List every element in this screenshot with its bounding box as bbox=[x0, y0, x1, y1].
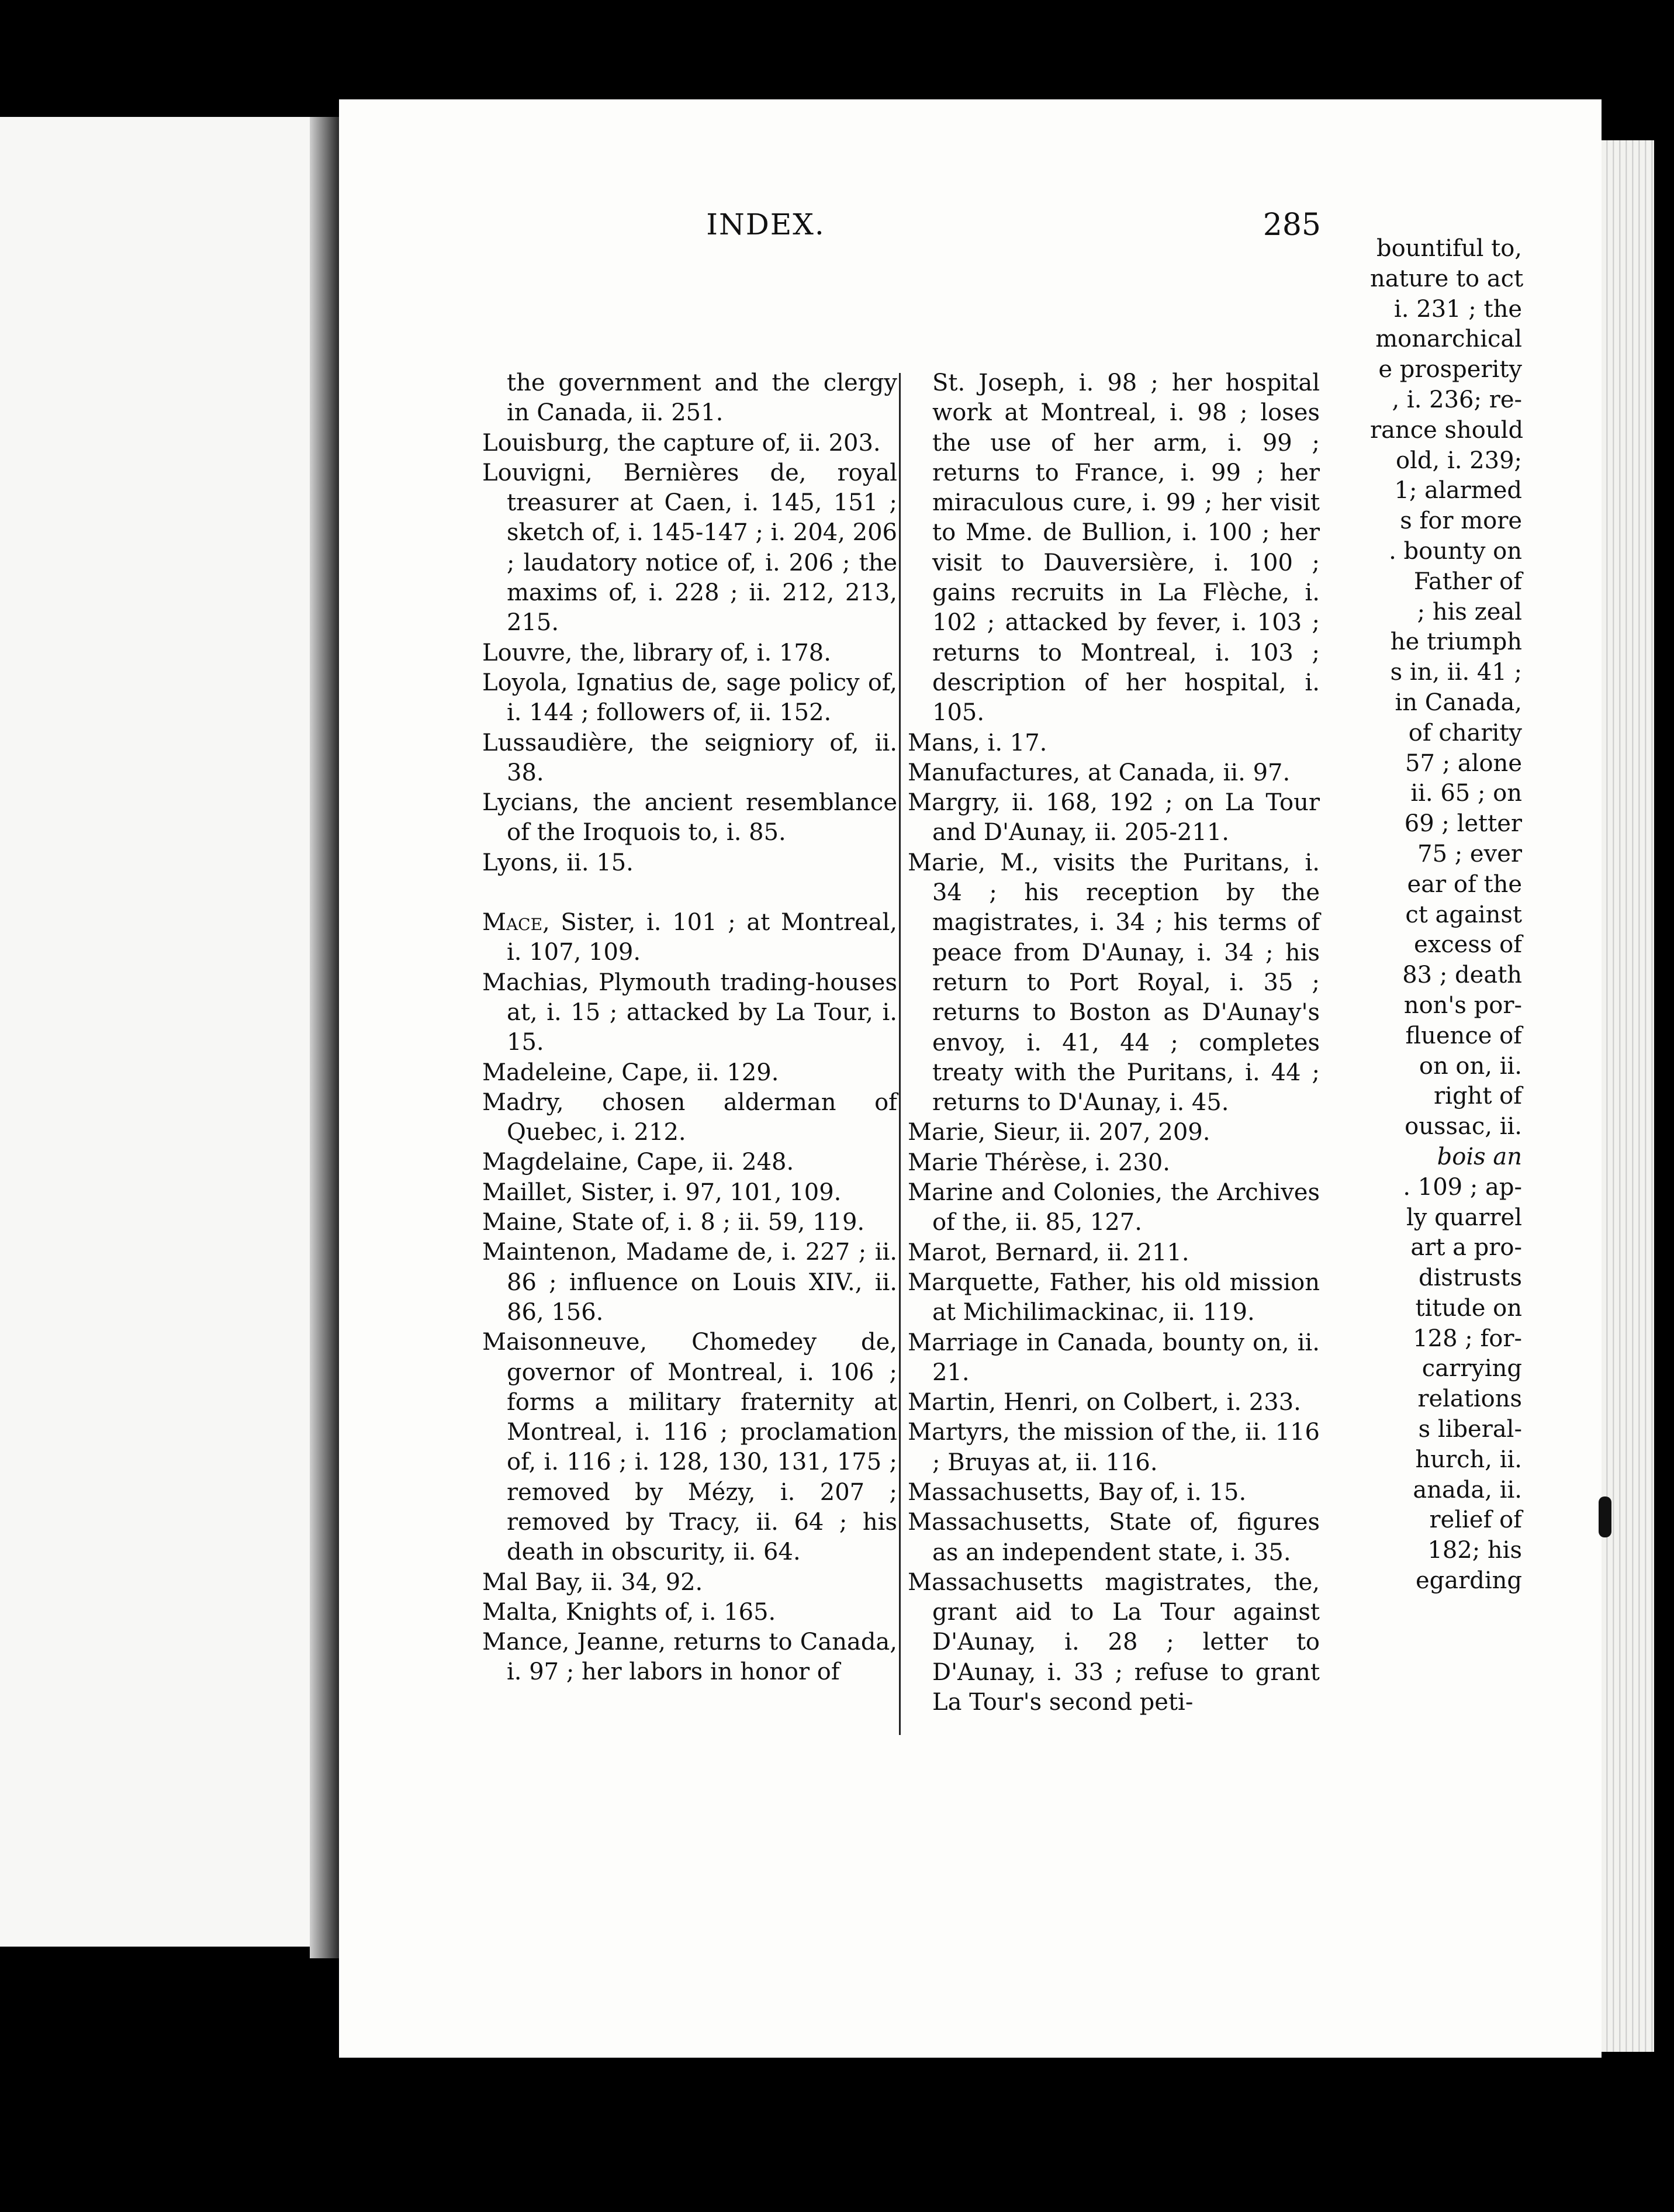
index-entry: Madry, chosen alderman of Quebec, i. 212. bbox=[482, 1088, 897, 1146]
index-entry: Malta, Knights of, i. 165. bbox=[482, 1598, 776, 1626]
previous-page-line: relief of bbox=[1429, 1506, 1522, 1534]
previous-page-line: in Canada, bbox=[1395, 689, 1522, 716]
page-edges bbox=[1602, 140, 1654, 2052]
index-entry-text: , Sister, i. 101 ; at Montreal, i. 107, 109. bbox=[507, 909, 897, 966]
previous-page-text bbox=[1370, 234, 1522, 1596]
index-entry: Massachusetts, State of, figures as an independent state, i. 35. bbox=[908, 1509, 1320, 1566]
index-column-right bbox=[908, 368, 1320, 1717]
running-head-title: INDEX. bbox=[706, 208, 825, 241]
index-entry: Lussaudière, the seigniory of, ii. 38. bbox=[482, 729, 897, 786]
previous-page-line: he triumph bbox=[1390, 628, 1522, 656]
previous-page-line: s liberal- bbox=[1418, 1416, 1522, 1443]
previous-page-line: egarding bbox=[1415, 1567, 1522, 1595]
index-entry: Massachusetts, Bay of, i. 15. bbox=[908, 1478, 1247, 1506]
previous-page-line: 75 ; ever bbox=[1417, 840, 1522, 867]
previous-page-line: titude on bbox=[1415, 1294, 1522, 1322]
previous-page-line: fluence of bbox=[1405, 1022, 1522, 1049]
previous-page-line: distrusts bbox=[1418, 1264, 1522, 1292]
previous-page-line: Father of bbox=[1413, 568, 1522, 595]
index-column-left bbox=[482, 368, 897, 1688]
index-entry: Madeleine, Cape, ii. 129. bbox=[482, 1059, 779, 1086]
previous-page-line: ly quarrel bbox=[1406, 1204, 1522, 1231]
previous-page-line: nature to act bbox=[1370, 265, 1524, 292]
index-entry-headword: Mace bbox=[482, 909, 543, 936]
previous-page-line: ear of the bbox=[1407, 870, 1522, 898]
previous-page-line: 1; alarmed bbox=[1394, 477, 1522, 504]
previous-page-line: excess of bbox=[1414, 931, 1522, 959]
previous-page-line: carrying bbox=[1421, 1355, 1522, 1382]
index-entry: Marie Thérèse, i. 230. bbox=[908, 1149, 1170, 1176]
previous-page-line: hurch, ii. bbox=[1415, 1446, 1522, 1473]
book-gutter bbox=[310, 117, 339, 1958]
previous-page-line: old, i. 239; bbox=[1396, 447, 1522, 474]
index-entry: Magdelaine, Cape, ii. 248. bbox=[482, 1149, 794, 1176]
previous-page-line: ct against bbox=[1405, 901, 1522, 928]
index-entry: Lycians, the ancient resemblance of the Iroquois to, i. 85. bbox=[482, 789, 897, 846]
column-divider bbox=[899, 373, 901, 1735]
previous-page-line: non's por- bbox=[1403, 991, 1522, 1019]
previous-page-line: s in, ii. 41 ; bbox=[1390, 659, 1522, 686]
index-entry: Massachusetts magistrates, the, grant aid to La Tour against D'Aunay, i. 28 ; letter to D'Aunay, i. 33 ; refuse to grant La Tour's second peti- bbox=[908, 1568, 1320, 1716]
index-entry: Marot, Bernard, ii. 211. bbox=[908, 1239, 1189, 1266]
index-entry: Martin, Henri, on Colbert, i. 233. bbox=[908, 1389, 1301, 1416]
index-entry: Lyons, ii. 15. bbox=[482, 849, 634, 876]
previous-page-line: oussac, ii. bbox=[1405, 1113, 1522, 1140]
previous-page-line: rance should bbox=[1370, 416, 1524, 444]
previous-page-line: 57 ; alone bbox=[1405, 749, 1522, 777]
index-entry: Louisburg, the capture of, ii. 203. bbox=[482, 429, 881, 457]
index-entry: Margry, ii. 168, 192 ; on La Tour and D'Aunay, ii. 205-211. bbox=[908, 789, 1320, 846]
previous-page bbox=[0, 117, 316, 1947]
index-entry: Martyrs, the mission of the, ii. 116 ; Bruyas at, ii. 116. bbox=[908, 1419, 1320, 1476]
previous-page-line: . 109 ; ap- bbox=[1403, 1173, 1522, 1201]
index-entry: the government and the clergy in Canada, ii. 251. bbox=[507, 369, 897, 427]
index-entry: Mance, Jeanne, returns to Canada, i. 97 ; her labors in honor of bbox=[482, 1629, 897, 1686]
previous-page-line: ; his zeal bbox=[1417, 598, 1522, 625]
index-entry: Maintenon, Madame de, i. 227 ; ii. 86 ; influence on Louis XIV., ii. 86, 156. bbox=[482, 1239, 897, 1326]
index-entry: Marie, M., visits the Puritans, i. 34 ; his reception by the magistrates, i. 34 ; his terms of peace from D'Aunay, i. 34 ; his return to Port Royal, i. 35 ; returns to Boston as D'Aunay's envoy, i. 41, 44 ; completes treaty with the Puritans, i. 44 ; returns to D'Aunay, i. 45. bbox=[908, 849, 1320, 1117]
index-entry: Marine and Colonies, the Archives of the, ii. 85, 127. bbox=[908, 1179, 1320, 1236]
index-entry bbox=[482, 908, 897, 968]
previous-page-line: ii. 65 ; on bbox=[1410, 780, 1522, 807]
previous-page-line: , i. 236; re- bbox=[1392, 386, 1522, 413]
previous-page-line: 128 ; for- bbox=[1413, 1325, 1522, 1352]
index-entry: Maillet, Sister, i. 97, 101, 109. bbox=[482, 1178, 842, 1206]
previous-page-line: i. 231 ; the bbox=[1394, 295, 1522, 323]
index-entry: Marriage in Canada, bounty on, ii. 21. bbox=[908, 1329, 1320, 1386]
previous-page-line: art a pro- bbox=[1410, 1234, 1522, 1261]
index-entry: Louvigni, Bernières de, royal treasurer at Caen, i. 145, 151 ; sketch of, i. 145-147 ; i. 204, 206 ; laudatory notice of, i. 206 ; the maxims of, i. 228 ; ii. 212, 213, 215. bbox=[482, 459, 897, 637]
previous-page-line: s for more bbox=[1400, 507, 1522, 535]
index-entry: Machias, Plymouth trading-houses at, i. 15 ; attacked by La Tour, i. 15. bbox=[482, 969, 897, 1056]
previous-page-line: bountiful to, bbox=[1376, 235, 1522, 262]
previous-page-line: right of bbox=[1434, 1083, 1522, 1110]
previous-page-line: anada, ii. bbox=[1413, 1476, 1522, 1504]
index-entry: Maisonneuve, Chomedey de, governor of Montreal, i. 106 ; forms a military fraternity at Montreal, i. 116 ; proclamation of, i. 116 ; i. 128, 130, 131, 175 ; removed by Mézy, i. 207 ; removed by Tracy, ii. 64 ; his death in obscurity, ii. 64. bbox=[482, 1329, 897, 1566]
index-entry: Loyola, Ignatius de, sage policy of, i. 144 ; followers of, ii. 152. bbox=[482, 669, 897, 727]
index-entry: Mans, i. 17. bbox=[908, 729, 1047, 756]
page-number: 285 bbox=[1263, 208, 1321, 243]
previous-page-line: on on, ii. bbox=[1419, 1052, 1522, 1080]
previous-page-line: 182; his bbox=[1427, 1537, 1522, 1564]
previous-page-line: monarchical bbox=[1375, 326, 1522, 353]
previous-page-line: e prosperity bbox=[1378, 356, 1522, 383]
index-entry: Manufactures, at Canada, ii. 97. bbox=[908, 759, 1291, 786]
index-entry: Mal Bay, ii. 34, 92. bbox=[482, 1568, 703, 1596]
index-entry: Marie, Sieur, ii. 207, 209. bbox=[908, 1119, 1210, 1146]
index-entry: Marquette, Father, his old mission at Michilimackinac, ii. 119. bbox=[908, 1269, 1320, 1326]
running-head bbox=[503, 208, 1321, 254]
index-entry: St. Joseph, i. 98 ; her hospital work at Montreal, i. 98 ; loses the use of her arm, i. 99 ; returns to France, i. 99 ; her miraculous cure, i. 99 ; her visit to Mme. de Bullion, i. 100 ; her visit to Dauversière, i. 100 ; gains recruits in La Flèche, i. 102 ; attacked by fever, i. 103 ; returns to Montreal, i. 103 ; description of her hospital, i. 105. bbox=[932, 369, 1320, 727]
previous-page-line: 83 ; death bbox=[1402, 962, 1522, 989]
previous-page-line: . bounty on bbox=[1389, 537, 1522, 565]
letter-section-gap bbox=[482, 878, 897, 908]
index-entry: Maine, State of, i. 8 ; ii. 59, 119. bbox=[482, 1209, 865, 1236]
scan-mark bbox=[1599, 1496, 1611, 1537]
previous-page-line: of charity bbox=[1408, 719, 1522, 746]
index-entry: Louvre, the, library of, i. 178. bbox=[482, 639, 831, 666]
previous-page-line: bois an bbox=[1437, 1143, 1522, 1170]
previous-page-line: relations bbox=[1417, 1385, 1522, 1413]
previous-page-line: 69 ; letter bbox=[1404, 810, 1522, 838]
